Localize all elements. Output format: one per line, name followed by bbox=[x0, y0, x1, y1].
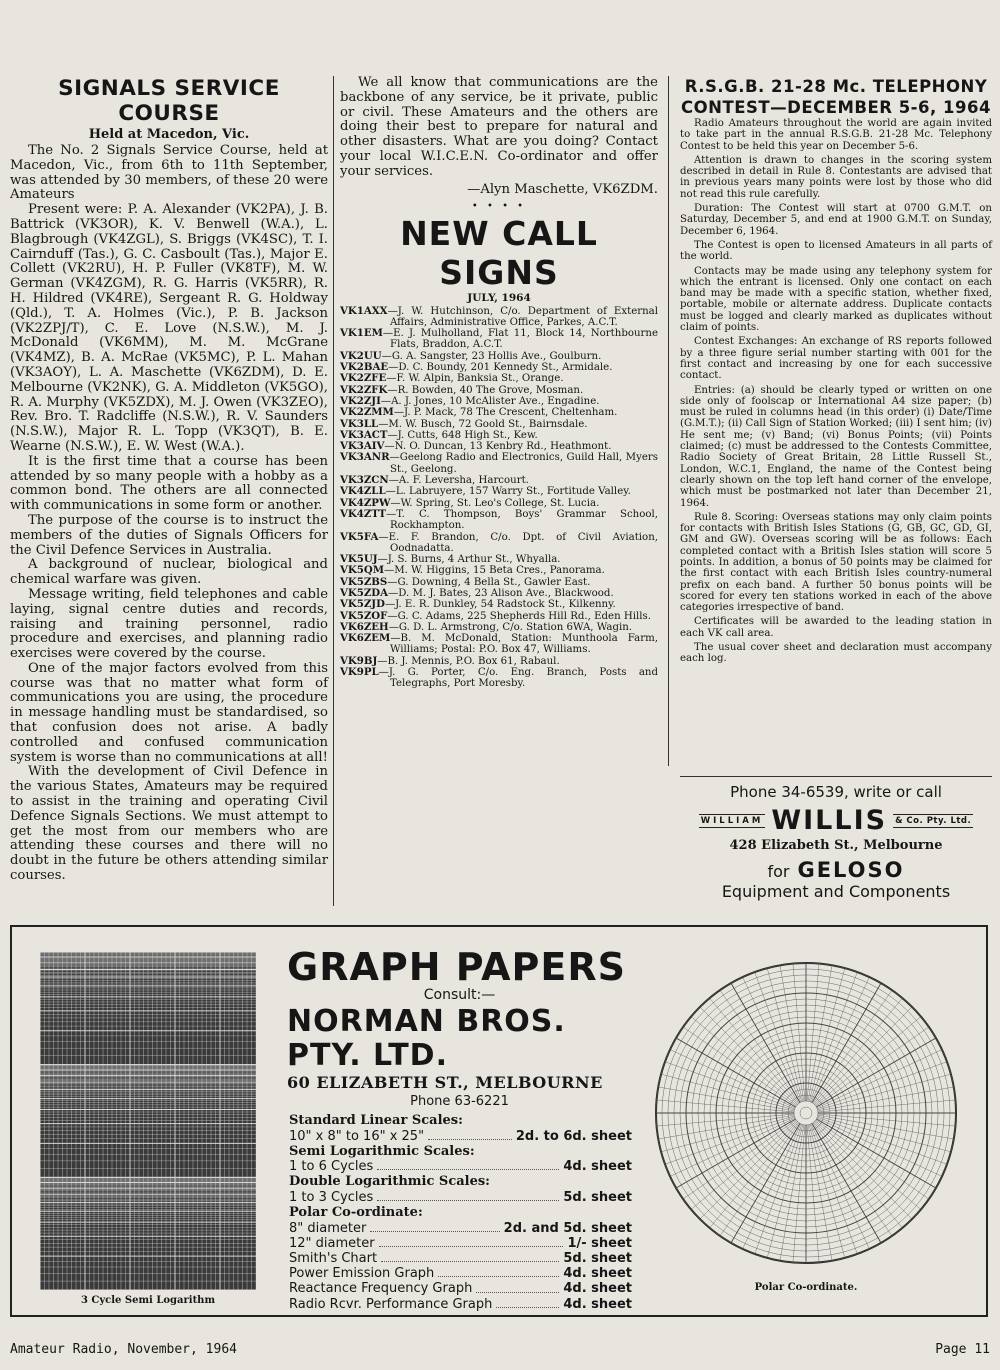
polar-graph-image bbox=[650, 957, 962, 1269]
callsign-details: —E. J. Mulholland, Flat 11, Block 14, Northbourne Flats, Braddon, A.C.T. bbox=[382, 328, 658, 351]
callsign: VK3ACT bbox=[340, 428, 388, 441]
callsign: VK2ZJI bbox=[340, 394, 381, 407]
callsign: VK2ZMM bbox=[340, 406, 394, 419]
callsign-details: —T. C. Thompson, Boys' Grammar School, Rockhampton. bbox=[386, 508, 658, 532]
callsign-entry bbox=[340, 509, 658, 532]
callsign: VK1EM bbox=[340, 327, 383, 340]
signals-title: SIGNALS SERVICE COURSE bbox=[58, 76, 280, 126]
callsign-entry bbox=[340, 419, 658, 430]
price-heading: Semi Logarithmic Scales: bbox=[289, 1143, 475, 1159]
callsign: VK9PL bbox=[340, 666, 379, 679]
page-number: Page 11 bbox=[935, 1342, 990, 1357]
callsign-details: —J. W. Hutchinson, C/o. Department of External Affairs, Administrative Office, Parkes, A.C.T. bbox=[387, 305, 658, 328]
callsign-entry bbox=[340, 656, 658, 667]
callsign-list bbox=[340, 306, 658, 690]
price-line: 1 to 6 Cycles 4d. sheet bbox=[289, 1159, 632, 1175]
callsign: VK5ZOF bbox=[340, 609, 388, 622]
callsigns-title: NEW CALL SIGNS bbox=[400, 213, 598, 292]
callsign-details: —G. A. Sangster, 23 Hollis Ave., Goulburn. bbox=[381, 350, 602, 362]
graph-papers-advert bbox=[10, 925, 988, 1317]
callsign-entry bbox=[340, 599, 658, 610]
callsign: VK2BAE bbox=[340, 361, 389, 374]
callsign-entry bbox=[340, 475, 658, 486]
rsgb-article bbox=[680, 76, 992, 668]
company-address: 60 ELIZABETH ST., MELBOURNE bbox=[287, 1073, 603, 1092]
paragraph: With the development of Civil Defence in the various States, Amateurs may be required to assist in the training and operating Civil Defence Signals Sections. We must attempt to get the most from our members who are attending these courses and there will no doubt in the future be others attending similar courses. bbox=[10, 764, 328, 884]
willis-address: 428 Elizabeth St., Melbourne bbox=[729, 838, 943, 853]
callsign-details: —J. P. Mack, 78 The Crescent, Cheltenham. bbox=[393, 407, 618, 419]
callsign-details: —D. M. J. Bates, 23 Alison Ave., Blackwood. bbox=[388, 588, 614, 599]
graph-ad-title: GRAPH PAPERS bbox=[287, 945, 626, 989]
callsign: VK3ANR bbox=[340, 451, 390, 464]
callsign-details: —M. W. Higgins, 15 Beta Cres., Panorama. bbox=[384, 565, 605, 577]
callsign-entry bbox=[340, 532, 658, 555]
rsgb-title-line2: CONTEST—DECEMBER 5-6, 1964 bbox=[681, 98, 991, 117]
willis-william: WILLIAM bbox=[700, 815, 764, 826]
price-heading: Standard Linear Scales: bbox=[289, 1113, 463, 1128]
paragraph: A background of nuclear, biological and chemical warfare was given. bbox=[10, 557, 328, 588]
price-line: Radio Rcvr. Performance Graph 4d. sheet bbox=[289, 1296, 632, 1312]
price-list bbox=[287, 1113, 632, 1312]
callsign-entry bbox=[340, 565, 658, 576]
semi-log-caption: 3 Cycle Semi Logarithm bbox=[80, 1295, 216, 1306]
paragraph: Duration: The Contest will start at 0700 G.M.T. on Saturday, December 5, and end at 1900 G.M.T. on Sunday, December 6, 1964. bbox=[680, 203, 992, 237]
callsign-details: —L. Labruyere, 157 Warry St., Fortitude Valley. bbox=[385, 486, 631, 498]
price-heading: Polar Co-ordinate: bbox=[289, 1205, 423, 1221]
callsign: VK4ZLL bbox=[340, 485, 386, 498]
callsign-details: —B. J. Mennis, P.O. Box 61, Rabaul. bbox=[377, 655, 560, 667]
callsign-details: —Geelong Radio and Electronics, Guild Hall, Myers St., Geelong. bbox=[389, 452, 658, 475]
callsign-entry bbox=[340, 407, 658, 418]
willis-equipment: Equipment and Components bbox=[721, 882, 951, 901]
paragraph: The purpose of the course is to instruct the members of the duties of Signals Officers for the Civil Defence Services in Australia. bbox=[10, 512, 328, 558]
paragraph: Contest Exchanges: An exchange of RS reports followed by a three figure serial number starting with 001 for the first contact and increasing by one for each successive contact. bbox=[680, 336, 992, 382]
paragraph: Contacts may be made using any telephony system for which the entrant is licensed. Only one contact on each band may be made with a specific station, whether fixed, portable, mobile or alternate address. Duplicate contacts must be logged and clearly marked as duplicates without claim of points. bbox=[680, 265, 992, 334]
price-line: 8" diameter 2d. and 5d. sheet bbox=[289, 1220, 632, 1236]
callsign-entry bbox=[340, 373, 658, 384]
willis-logo bbox=[680, 805, 992, 836]
paragraph: Entries: (a) should be clearly typed or written on one side only of foolscap or International A4 size paper; (b) must be ruled in columns head (in this order) (i) Date/Time (G.M.T.); (ii) Call Sign of Station Worked; (iii) I sent him; (iv) He sent me; (v) Band; (vi) Bonus Points; (vii) Points claimed; (c) must be addressed to the Contests Committee, Radio Society of Great Britain, 28 Little Russell St., London, W.C.1, England, the name of the Contest being clearly shown on the top left hand corner of the envelope, which must be postmarked not later than December 21, 1964. bbox=[680, 384, 992, 509]
callsign-details: —G. Downing, 4 Bella St., Gawler East. bbox=[387, 576, 591, 588]
callsign-entry bbox=[340, 588, 658, 599]
callsign: VK3ZCN bbox=[340, 474, 389, 487]
callsign: VK3AIV bbox=[340, 440, 385, 453]
price-heading: Double Logarithmic Scales: bbox=[289, 1174, 490, 1190]
callsign: VK2ZFE bbox=[340, 372, 387, 385]
callsign-entry bbox=[340, 328, 658, 351]
callsign-entry bbox=[340, 667, 658, 690]
callsign: VK5UJ bbox=[340, 553, 378, 566]
paragraph: Certificates will be awarded to the leading station in each VK call area. bbox=[680, 616, 992, 639]
price-line: Reactance Frequency Graph 4d. sheet bbox=[289, 1281, 632, 1297]
paragraph: We all know that communications are the backbone of any service, be it private, public or civil. These Amateurs and the others are doing their best to prepare for natural and other disasters. What are you doing? Contact your local W.I.C.E.N. Co-ordinator and offer your services. bbox=[340, 75, 658, 179]
willis-advert bbox=[680, 776, 992, 901]
callsign: VK6ZEH bbox=[340, 620, 389, 633]
callsign: VK2ZFK bbox=[340, 383, 388, 396]
callsign: VK1AXX bbox=[340, 304, 388, 317]
callsign-details: —D. C. Boundy, 201 Kennedy St., Armidale. bbox=[388, 362, 613, 374]
callsign: VK2UU bbox=[340, 349, 382, 362]
callsign-details: —A. F. Leversha, Harcourt. bbox=[388, 475, 529, 487]
rsgb-title-line1: R.S.G.B. 21-28 Mc. TELEPHONY bbox=[684, 77, 988, 96]
paragraph: The usual cover sheet and declaration must accompany each log. bbox=[680, 642, 992, 665]
geloso-brand: GELOSO bbox=[797, 858, 905, 882]
callsign-details: —N. O. Duncan, 13 Kenbry Rd., Heathmont. bbox=[384, 441, 612, 453]
callsign: VK5ZJD bbox=[340, 598, 385, 611]
signals-subtitle: Held at Macedon, Vic. bbox=[88, 127, 250, 142]
callsign-details: —M. W. Busch, 72 Goold St., Bairnsdale. bbox=[378, 418, 588, 430]
callsign-details: —J. Cutts, 648 High St., Kew. bbox=[387, 429, 538, 441]
callsign-entry bbox=[340, 633, 658, 656]
callsign-details: —G. D. L. Armstrong, C/o. Station 6WA, Wagin. bbox=[388, 621, 633, 633]
paragraph: Attention is drawn to changes in the scoring system described in detail in Rule 8. Contestants are advised that in previous years many points were lost by those who did not read this rule carefully. bbox=[680, 154, 992, 200]
callsigns-month: JULY, 1964 bbox=[467, 291, 531, 304]
graph-ad-consult: Consult:— bbox=[423, 987, 496, 1003]
signals-article bbox=[10, 76, 328, 884]
callsign-entry bbox=[340, 362, 658, 373]
callsign-details: —B. M. McDonald, Station: Munthoola Farm, Williams; Postal: P.O. Box 47, Williams. bbox=[390, 633, 658, 656]
paragraph: It is the first time that a course has been attended by so many people with a hobby as a common bond. The others are all connected with communications in some form or another. bbox=[10, 453, 328, 514]
willis-for: for bbox=[767, 862, 790, 881]
callsign-details: —G. C. Adams, 225 Shepherds Hill Rd., Eden Hills. bbox=[387, 610, 652, 622]
price-line: 12" diameter 1/- sheet bbox=[289, 1235, 632, 1251]
column-divider bbox=[668, 76, 669, 766]
column-two bbox=[340, 76, 658, 690]
callsign-entry bbox=[340, 554, 658, 565]
callsign-entry bbox=[340, 385, 658, 396]
callsign: VK4ZTT bbox=[340, 507, 387, 520]
callsign: VK5QM bbox=[340, 564, 384, 577]
price-line: Power Emission Graph 4d. sheet bbox=[289, 1266, 632, 1282]
callsign-details: —J. E. R. Dunkley, 54 Radstock St., Kilkenny. bbox=[384, 599, 616, 611]
callsign-details: —J. S. Burns, 4 Arthur St., Whyalla. bbox=[377, 554, 561, 566]
company-phone: Phone 63-6221 bbox=[410, 1094, 509, 1109]
callsign-entry bbox=[340, 306, 658, 329]
semi-log-graph-image bbox=[40, 952, 256, 1290]
polar-caption: Polar Co-ordinate. bbox=[754, 1282, 858, 1293]
paragraph: Radio Amateurs throughout the world are again invited to take part in the annual R.S.G.B. 21-28 Mc. Telephony Contest to be held this year on December 5-6. bbox=[680, 118, 992, 152]
callsign: VK5FA bbox=[340, 530, 379, 543]
callsign-details: —W. Spring, St. Leo's College, St. Lucia. bbox=[390, 497, 600, 509]
callsign-details: —E. F. Brandon, C/o. Dpt. of Civil Aviation, Oodnadatta. bbox=[378, 531, 658, 554]
callsign: VK9BJ bbox=[340, 654, 378, 667]
paragraph: The No. 2 Signals Service Course, held at Macedon, Vic., from 6th to 11th September, was attended by 30 members, of these 20 were Amateurs bbox=[10, 143, 328, 203]
paragraph: The Contest is open to licensed Amateurs in all parts of the world. bbox=[680, 239, 992, 263]
willis-co: & Co. Pty. Ltd. bbox=[895, 815, 972, 826]
callsign: VK5ZDA bbox=[340, 587, 389, 599]
callsign: VK6ZEM bbox=[340, 632, 391, 645]
paragraph: One of the major factors evolved from this course was that no matter what form of communications you are using, the procedure in message handling must be standardised, so that confusion does not arise. A badly controlled and confused communication system is worse than no communications at all! bbox=[10, 660, 328, 765]
callsign: VK4ZPW bbox=[340, 496, 391, 509]
graph-ad-text bbox=[287, 945, 632, 1312]
willis-phone: Phone 34-6539, write or call bbox=[730, 783, 942, 801]
callsign-details: —J. G. Porter, C/o. Eng. Branch, Posts and Telegraphs, Port Moresby. bbox=[378, 667, 658, 690]
column-divider bbox=[333, 76, 334, 906]
paragraph: Present were: P. A. Alexander (VK2PA), J. B. Battrick (VK3OR), K. V. Benwell (W.A.), L. Blagbrough (VK4ZGL), S. Briggs (VK4SC), T. I. Cairnduff (Tas.), G. C. Casboult (Tas.), Major E. Collett (VK2RU), H. P. Fuller (VK8TF), M. W. German (VK4ZGM), R. G. Harris (VK5RR), R. H. Hildred (VK4RE), Sergeant R. G. Holdway (Qld.), T. A. Holmes (Vic.), P. B. Jackson (VK2ZPJ/T), C. E. Love (N.S.W.), M. J. McDonald (VK6MM), M. M. McGrane (VK4MZ), B. A. McRae (VK5MC), P. L. Mahan (VK3AOY), L. A. Maschette (VK6ZDM), D. E. Melbourne (VK2NK), G. A. Middleton (VK5GO), R. A. Murphy (VK5ZDX), M. J. Owen (VK3ZEO), Rev. Bro. T. Radcliffe (N.S.W.), R. V. Saunders (N.S.W.), Major R. L. Topp (VK3QT), B. E. Wearne (N.S.W.), E. W. West (W.A.). bbox=[10, 202, 328, 454]
callsign-entry bbox=[340, 498, 658, 509]
company-name: NORMAN BROS. PTY. LTD. bbox=[287, 1004, 566, 1073]
price-line: 1 to 3 Cycles 5d. sheet bbox=[289, 1189, 632, 1205]
footer-publication: Amateur Radio, November, 1964 bbox=[10, 1342, 237, 1357]
price-line: Smith's Chart 5d. sheet bbox=[289, 1251, 632, 1267]
callsign-details: —R. Bowden, 40 The Grove, Mosman. bbox=[387, 384, 584, 396]
callsign-details: —F. W. Alpin, Banksia St., Orange. bbox=[386, 373, 564, 385]
price-line: 10" x 8" to 16" x 25" 2d. to 6d. sheet bbox=[289, 1128, 632, 1144]
callsign-entry bbox=[340, 452, 658, 475]
callsign: VK5ZBS bbox=[340, 575, 388, 588]
paragraph: Message writing, field telephones and cable laying, signal centre duties and records, raising and training personnel, radio procedure and exercises, and planning radio exercises were covered by the course. bbox=[10, 586, 328, 662]
paragraph: Rule 8. Scoring: Overseas stations may only claim points for contacts with British Isles Stations (G, GB, GC, GD, GI, GM and GW). Overseas scoring will be as follows: Each completed contact with a British Isles station will score 5 points. In addition, a bonus of 50 points may be claimed for the first contact with each British Isles country-numeral prefix on each band. A further 50 bonus points will be scored for every ten stations worked in each of the above categories irrespective of band. bbox=[680, 511, 992, 614]
callsign-details: —A. J. Jones, 10 McAlister Ave., Engadine. bbox=[380, 395, 600, 407]
separator-dots: • • • • bbox=[471, 200, 527, 212]
page-footer bbox=[10, 1342, 990, 1357]
callsign-entry bbox=[340, 430, 658, 441]
willis-name: WILLIS bbox=[771, 805, 888, 836]
signature: —Alyn Maschette, VK6ZDM. bbox=[467, 181, 658, 197]
callsign: VK3LL bbox=[340, 417, 379, 430]
